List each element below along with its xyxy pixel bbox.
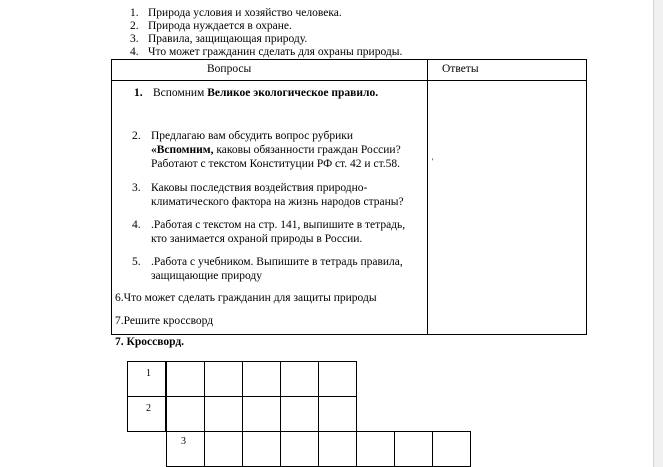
crossword-cell[interactable] xyxy=(356,431,395,467)
topic-list xyxy=(130,7,402,59)
crossword-cell[interactable] xyxy=(318,431,357,467)
crossword-number-1: 1 xyxy=(146,368,151,379)
crossword-title: 7. Кроссворд. xyxy=(115,336,185,348)
crossword-cell[interactable] xyxy=(394,431,433,467)
column-divider xyxy=(427,60,428,334)
crossword-cell[interactable] xyxy=(127,396,166,432)
topic-item: 3. Правила, защищающая природу. xyxy=(130,33,308,45)
crossword-cell[interactable] xyxy=(318,361,357,397)
crossword-cell[interactable] xyxy=(280,396,319,432)
header-questions: Вопросы xyxy=(207,63,252,75)
crossword-cell[interactable] xyxy=(318,396,357,432)
crossword-cell[interactable] xyxy=(204,431,243,467)
crossword-cell[interactable] xyxy=(166,361,205,397)
crossword-cell[interactable] xyxy=(204,396,243,432)
crossword-cell[interactable] xyxy=(242,431,281,467)
header-divider xyxy=(112,80,586,81)
crossword-cell[interactable] xyxy=(280,431,319,467)
question-7: 7.Решите кроссворд xyxy=(115,315,214,327)
crossword-cell[interactable] xyxy=(242,396,281,432)
crossword-cell[interactable] xyxy=(166,431,205,467)
answer-mark: ' xyxy=(432,157,434,166)
crossword-cell[interactable] xyxy=(204,361,243,397)
crossword-cell[interactable] xyxy=(280,361,319,397)
question-6: 6.Что может сделать гражданин для защиты природы xyxy=(115,292,377,304)
crossword-cell[interactable] xyxy=(242,361,281,397)
crossword-number-3: 3 xyxy=(181,436,186,447)
topic-item: 2. Природа нуждается в охране. xyxy=(130,20,292,32)
crossword-cell[interactable] xyxy=(127,361,166,397)
crossword-cell[interactable] xyxy=(166,396,205,432)
crossword-number-2: 2 xyxy=(146,403,151,414)
topic-item: 1. Природа условия и хозяйство человека. xyxy=(130,7,342,19)
header-answers: Ответы xyxy=(442,63,479,75)
crossword-cell[interactable] xyxy=(432,431,471,467)
questions-table: Вопросы Ответы 1. Вспомним Великое экологическое правило. 2. Предлагаю вам обсудить вопрос рубрики «Вспомним, каковы обязанности граждан России? Работают с текстом Конституции РФ ст. 42 и ст.58. ' 3. Каковы последствия воздействия природно- климатического фактора на жизнь народов страны? 4. .Работая с текстом на стр. 141, выпишите в тетрадь, кто занимается охраной природы в России. 5. .Работа с учебником. Выпишите в тетрадь правила, защищающие природу 6.Что может сделать гражданин для защиты природы 7.Решите кроссворд xyxy=(111,59,587,335)
topic-item: 4. Что может гражданин сделать для охраны природы. xyxy=(130,46,403,58)
